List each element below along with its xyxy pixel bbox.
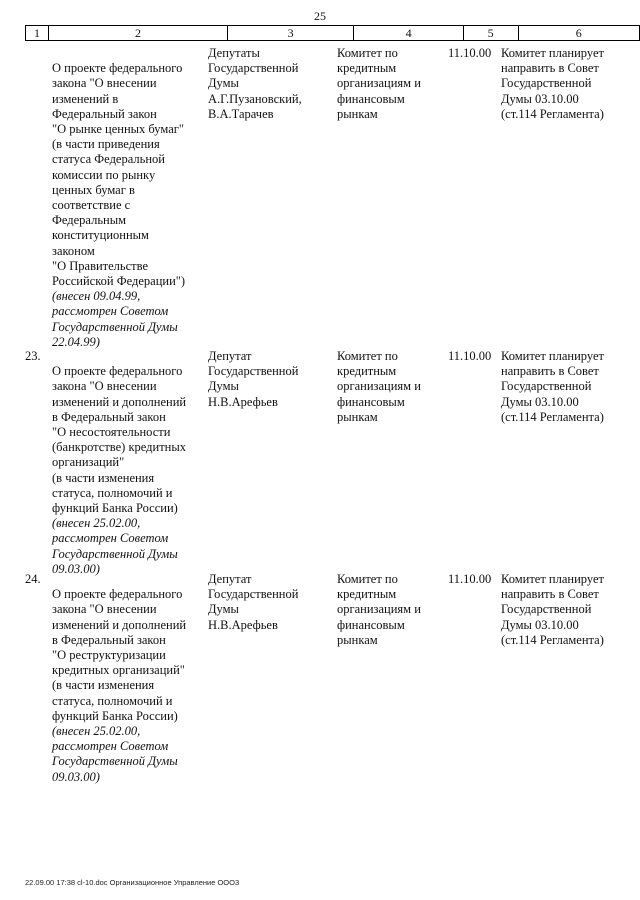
bill-authors: Депутат Государственной Думы Н.В.Арефьев	[208, 572, 299, 632]
column-header-2: 2	[48, 26, 227, 41]
review-date: 11.10.00	[448, 572, 492, 586]
review-date: 11.10.00	[448, 46, 492, 60]
bill-status-note: (внесен 09.04.99, рассмотрен Советом Государственной Думы 22.04.99)	[52, 289, 178, 349]
column-header-1: 1	[26, 26, 49, 41]
review-date: 11.10.00	[448, 349, 492, 363]
committee-remark: Комитет планирует направить в Совет Государственной Думы 03.10.00 (ст.114 Регламента)	[501, 572, 604, 647]
bill-authors: Депутаты Государственной Думы А.Г.Пузановский, В.А.Тарачев	[208, 46, 302, 121]
page-number: 25	[314, 9, 326, 23]
bill-title	[52, 46, 200, 365]
column-header-4: 4	[354, 26, 463, 41]
row-number: 23.	[25, 349, 41, 363]
responsible-committee: Комитет по кредитным организациям и финансовым рынкам	[337, 349, 421, 424]
bill-title-text: О проекте федерального закона "О внесении изменений и дополнений в Федеральный закон "О реструктуризации кредитных организаций" (в части изменения статуса, полномочий и функций Банка России)	[52, 587, 187, 723]
row-number: 24.	[25, 572, 41, 586]
bill-title-text: О проекте федерального закона "О внесении изменений в Федеральный закон "О рынке ценных бумаг" (в части приведения статуса Федеральной комиссии по рынку ценных бумаг в соответствие с Федеральным конституционным законом "О Правительстве Российской Федерации")	[52, 61, 186, 289]
bill-title	[52, 572, 200, 800]
responsible-committee: Комитет по кредитным организациям и финансовым рынкам	[337, 572, 421, 647]
committee-remark: Комитет планирует направить в Совет Государственной Думы 03.10.00 (ст.114 Регламента)	[501, 349, 604, 424]
column-header-5: 5	[463, 26, 518, 41]
bill-title	[52, 349, 200, 592]
column-header-table	[25, 25, 640, 41]
column-header-3: 3	[228, 26, 354, 41]
committee-remark: Комитет планирует направить в Совет Государственной Думы 03.10.00 (ст.114 Регламента)	[501, 46, 604, 121]
column-header-6: 6	[518, 26, 639, 41]
bill-status-note: (внесен 25.02.00, рассмотрен Советом Государственной Думы 09.03.00)	[52, 516, 178, 576]
bill-title-text: О проекте федерального закона "О внесении изменений и дополнений в Федеральный закон "О несостоятельности (банкротстве) кредитных организаций" (в части изменения статуса, полномочий и функций Банка России)	[52, 364, 187, 516]
responsible-committee: Комитет по кредитным организациям и финансовым рынкам	[337, 46, 421, 121]
column-header-row	[26, 26, 640, 41]
bill-authors: Депутат Государственной Думы Н.В.Арефьев	[208, 349, 299, 409]
bill-status-note: (внесен 25.02.00, рассмотрен Советом Государственной Думы 09.03.00)	[52, 724, 178, 784]
document-footer: 22.09.00 17:38 cl-10.doc Организационное Управление ООО3	[25, 878, 240, 887]
